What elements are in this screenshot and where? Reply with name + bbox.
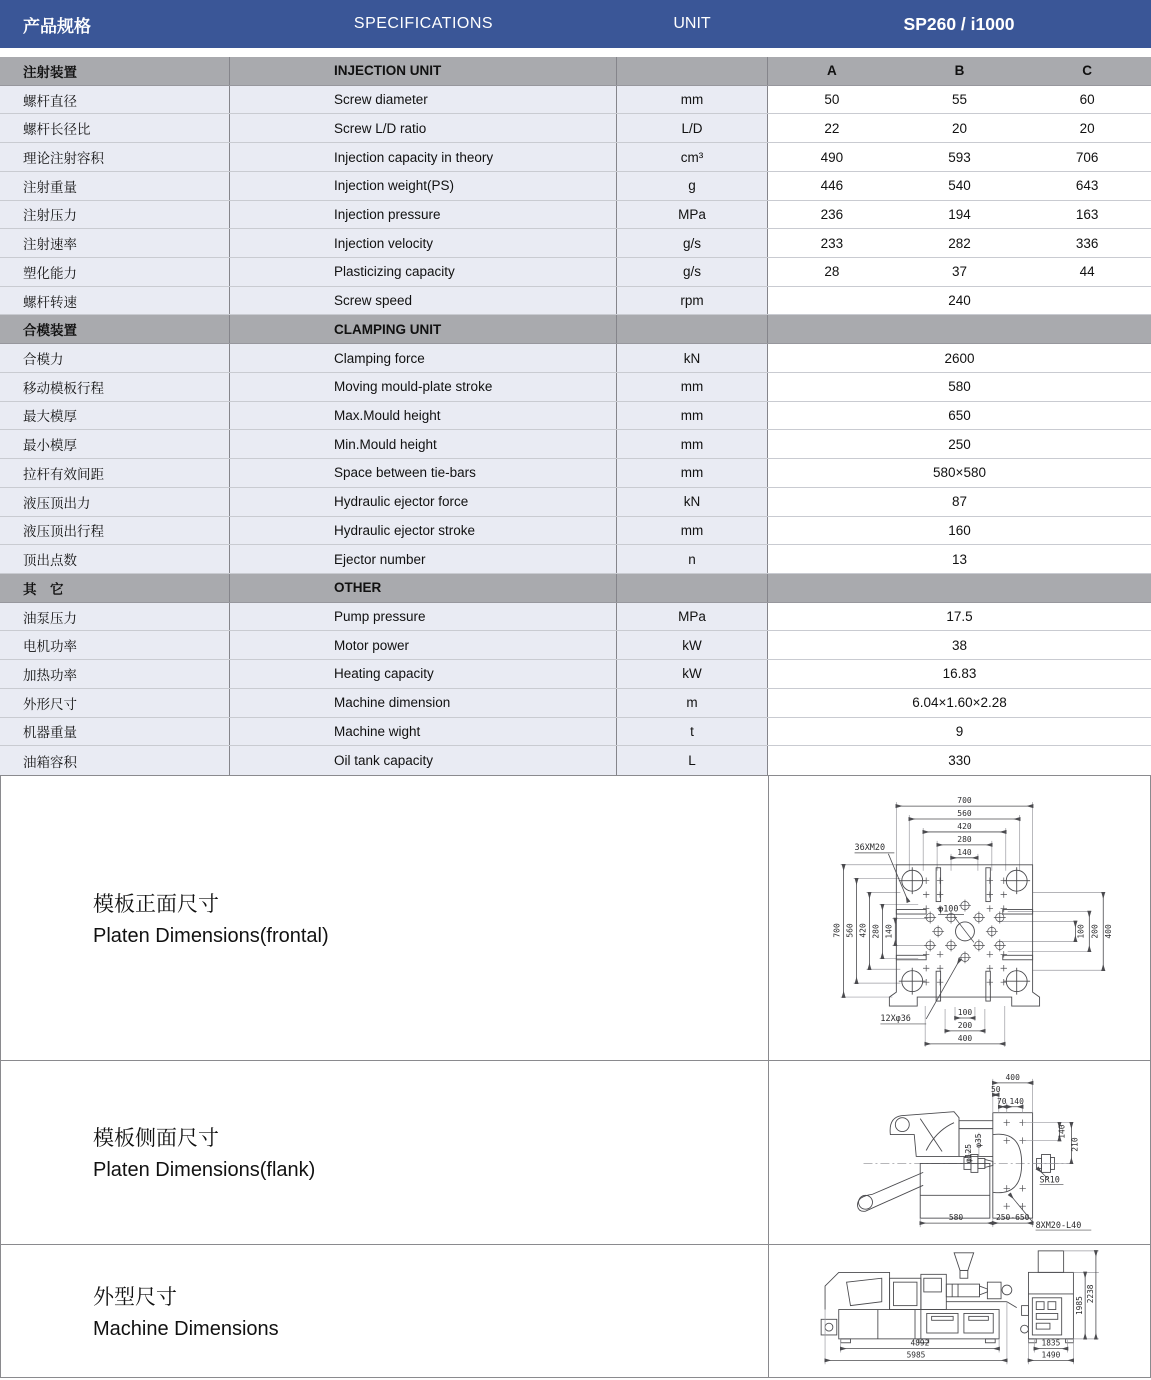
label-cn: 注射速率 bbox=[0, 229, 230, 257]
unit: n bbox=[617, 545, 768, 573]
section-name-en: CLAMPING UNIT bbox=[230, 315, 617, 343]
label-cn: 螺杆直径 bbox=[0, 86, 230, 114]
unit: mm bbox=[617, 373, 768, 401]
value-a: 236 bbox=[820, 206, 844, 222]
svg-text:100: 100 bbox=[957, 1007, 973, 1017]
value-a: 50 bbox=[824, 92, 840, 108]
svg-text:280: 280 bbox=[957, 834, 972, 844]
label-cn: 液压顶出力 bbox=[0, 488, 230, 516]
unit: g/s bbox=[617, 258, 768, 286]
label-en: Screw L/D ratio bbox=[230, 114, 617, 142]
panel-title-cn: 模板正面尺寸 bbox=[93, 892, 219, 916]
svg-text:140: 140 bbox=[1009, 1096, 1024, 1106]
row-machine-weight bbox=[0, 718, 1151, 747]
row-plasticizing-capacity bbox=[0, 258, 1151, 287]
label-cn: 电机功率 bbox=[0, 631, 230, 659]
label-en: Clamping force bbox=[230, 344, 617, 372]
machine-end-view bbox=[1021, 1251, 1074, 1343]
label-en: Injection pressure bbox=[230, 201, 617, 229]
abc-header bbox=[768, 57, 1151, 85]
value: 330 bbox=[948, 753, 971, 769]
unit: mm bbox=[617, 86, 768, 114]
row-heating-capacity bbox=[0, 660, 1151, 689]
svg-text:560: 560 bbox=[845, 923, 855, 938]
unit: rpm bbox=[617, 287, 768, 315]
label-cn: 机器重量 bbox=[0, 718, 230, 746]
bolt-spec-label: 36XM20 bbox=[854, 841, 886, 852]
nozzle-hole-label: φ35 bbox=[973, 1133, 983, 1148]
svg-text:280: 280 bbox=[871, 924, 881, 939]
col-b: B bbox=[954, 63, 965, 79]
value-b: 593 bbox=[948, 149, 971, 165]
label-cn: 油箱容积 bbox=[0, 746, 230, 775]
svg-text:420: 420 bbox=[957, 821, 972, 831]
platen-flank-drawing bbox=[769, 1061, 1150, 1244]
label-en: Injection velocity bbox=[230, 229, 617, 257]
machine-svg bbox=[769, 1245, 1150, 1377]
label-en: Oil tank capacity bbox=[230, 746, 617, 775]
col-c: C bbox=[1082, 63, 1093, 79]
label-cn: 最大模厚 bbox=[0, 402, 230, 430]
col-a: A bbox=[826, 63, 837, 79]
label-en: Space between tie-bars bbox=[230, 459, 617, 487]
panel-platen-frontal bbox=[0, 776, 1151, 1061]
value: 240 bbox=[948, 293, 971, 309]
label-cn: 注射重量 bbox=[0, 172, 230, 200]
machine-drawing bbox=[769, 1245, 1150, 1377]
svg-text:400: 400 bbox=[957, 1033, 973, 1043]
section-unit-cell bbox=[617, 315, 768, 343]
label-cn: 塑化能力 bbox=[0, 258, 230, 286]
bolt-hole-pattern bbox=[923, 877, 1007, 985]
svg-text:700: 700 bbox=[957, 796, 972, 806]
value-c: 44 bbox=[1079, 264, 1095, 280]
row-injection-weight bbox=[0, 172, 1151, 201]
platen-holes bbox=[1004, 1119, 1026, 1209]
row-space-between-tie-bars bbox=[0, 459, 1151, 488]
value-a: 233 bbox=[820, 235, 844, 251]
row-machine-dimension bbox=[0, 689, 1151, 718]
label-en: Moving mould-plate stroke bbox=[230, 373, 617, 401]
label-en: Heating capacity bbox=[230, 660, 617, 688]
unit: MPa bbox=[617, 201, 768, 229]
row-screw-speed bbox=[0, 287, 1151, 316]
svg-text:560: 560 bbox=[957, 809, 972, 819]
svg-text:420: 420 bbox=[858, 923, 868, 938]
svg-text:140: 140 bbox=[957, 847, 972, 857]
svg-text:210: 210 bbox=[1070, 1137, 1080, 1152]
dimension-labels bbox=[833, 796, 1114, 1043]
value-c: 20 bbox=[1079, 120, 1095, 136]
svg-text:140: 140 bbox=[1057, 1124, 1067, 1139]
header-model: SP260 / i1000 bbox=[903, 13, 1015, 34]
label-cn: 油泵压力 bbox=[0, 603, 230, 631]
label-cn: 注射压力 bbox=[0, 201, 230, 229]
unit: kW bbox=[617, 660, 768, 688]
value-b: 55 bbox=[951, 92, 967, 108]
platen-block bbox=[993, 1113, 1033, 1218]
header-title-en: SPECIFICATIONS bbox=[353, 15, 494, 32]
value: 17.5 bbox=[946, 609, 973, 625]
unit: mm bbox=[617, 517, 768, 545]
section-unit-cell bbox=[617, 574, 768, 602]
value: 580 bbox=[948, 379, 971, 395]
unit: cm³ bbox=[617, 143, 768, 171]
label-cn: 顶出点数 bbox=[0, 545, 230, 573]
nozzle-radius-label: SR10 bbox=[1039, 1174, 1060, 1185]
drawing-panels bbox=[0, 775, 1151, 1378]
spec-table bbox=[0, 57, 1151, 775]
value: 38 bbox=[951, 637, 968, 653]
value: 16.83 bbox=[942, 666, 977, 682]
unit: t bbox=[617, 718, 768, 746]
row-min-mould-height bbox=[0, 430, 1151, 459]
row-hydraulic-ejector-force bbox=[0, 488, 1151, 517]
value: 6.04×1.60×2.28 bbox=[912, 695, 1007, 711]
section-header-injection bbox=[0, 57, 1151, 86]
section-name-en: INJECTION UNIT bbox=[230, 57, 617, 85]
center-hole-label: φ100 bbox=[938, 903, 959, 914]
value: 250 bbox=[948, 436, 971, 452]
row-injection-pressure bbox=[0, 201, 1151, 230]
unit: m bbox=[617, 689, 768, 717]
platen-frontal-drawing bbox=[769, 776, 1150, 1060]
label-en: Ejector number bbox=[230, 545, 617, 573]
platen-outline bbox=[889, 865, 1039, 1006]
row-injection-capacity bbox=[0, 143, 1151, 172]
svg-text:1985: 1985 bbox=[1075, 1296, 1085, 1316]
section-name-en: OTHER bbox=[230, 574, 617, 602]
value: 650 bbox=[948, 407, 971, 423]
unit: kW bbox=[617, 631, 768, 659]
value-c: 643 bbox=[1075, 178, 1099, 194]
label-en: Screw diameter bbox=[230, 86, 617, 114]
frame-profile bbox=[857, 1112, 992, 1218]
label-cn: 理论注射容积 bbox=[0, 143, 230, 171]
value-a: 22 bbox=[824, 120, 840, 136]
panel-title-en: Platen Dimensions(frontal) bbox=[93, 924, 329, 947]
label-en: Plasticizing capacity bbox=[230, 258, 617, 286]
row-max-mould-height bbox=[0, 402, 1151, 431]
value-b: 540 bbox=[948, 178, 971, 194]
value-c: 60 bbox=[1079, 92, 1095, 108]
unit: L bbox=[617, 746, 768, 775]
svg-text:4892: 4892 bbox=[910, 1338, 930, 1348]
header-unit-label: UNIT bbox=[673, 15, 711, 32]
label-en: Machine dimension bbox=[230, 689, 617, 717]
value: 13 bbox=[951, 551, 968, 567]
panel-title-cn: 模板侧面尺寸 bbox=[93, 1127, 219, 1151]
unit: mm bbox=[617, 402, 768, 430]
value-c: 163 bbox=[1075, 206, 1099, 222]
row-hydraulic-ejector-stroke bbox=[0, 517, 1151, 546]
section-name-cn: 其 它 bbox=[0, 574, 230, 602]
dimension-lines bbox=[920, 1083, 1071, 1223]
label-en: Machine wight bbox=[230, 718, 617, 746]
svg-text:200: 200 bbox=[1090, 924, 1100, 939]
label-en: Hydraulic ejector force bbox=[230, 488, 617, 516]
section-name-cn: 合模装置 bbox=[0, 315, 230, 343]
row-pump-pressure bbox=[0, 603, 1151, 632]
label-en: Max.Mould height bbox=[230, 402, 617, 430]
label-en: Motor power bbox=[230, 631, 617, 659]
unit: L/D bbox=[617, 114, 768, 142]
value-b: 194 bbox=[948, 206, 971, 222]
panel-title-en: Machine Dimensions bbox=[93, 1317, 279, 1340]
svg-text:1490: 1490 bbox=[1041, 1350, 1061, 1360]
unit: g bbox=[617, 172, 768, 200]
panel-machine-dimensions bbox=[0, 1245, 1151, 1378]
label-cn: 螺杆转速 bbox=[0, 287, 230, 315]
row-motor-power bbox=[0, 631, 1151, 660]
value-a: 28 bbox=[824, 264, 840, 280]
value: 87 bbox=[951, 494, 968, 510]
value-b: 20 bbox=[951, 120, 967, 136]
label-en: Screw speed bbox=[230, 287, 617, 315]
value: 2600 bbox=[944, 350, 975, 366]
platen-flank-svg bbox=[769, 1061, 1150, 1244]
platen-frontal-svg bbox=[769, 776, 1150, 1060]
unit: mm bbox=[617, 430, 768, 458]
label-cn: 拉杆有效间距 bbox=[0, 459, 230, 487]
row-oil-tank-capacity bbox=[0, 746, 1151, 775]
value-b: 282 bbox=[948, 235, 971, 251]
label-en: Min.Mould height bbox=[230, 430, 617, 458]
svg-text:580: 580 bbox=[948, 1213, 964, 1223]
unit: kN bbox=[617, 488, 768, 516]
label-cn: 螺杆长径比 bbox=[0, 114, 230, 142]
value-a: 490 bbox=[820, 149, 844, 165]
machine-side-view bbox=[821, 1253, 1017, 1343]
row-screw-ld-ratio bbox=[0, 114, 1151, 143]
label-en: Pump pressure bbox=[230, 603, 617, 631]
label-en: Injection weight(PS) bbox=[230, 172, 617, 200]
label-cn: 合模力 bbox=[0, 344, 230, 372]
label-en: Injection capacity in theory bbox=[230, 143, 617, 171]
svg-text:400: 400 bbox=[1104, 924, 1114, 939]
unit: mm bbox=[617, 459, 768, 487]
svg-text:50: 50 bbox=[991, 1084, 1001, 1094]
label-cn: 最小模厚 bbox=[0, 430, 230, 458]
unit: MPa bbox=[617, 603, 768, 631]
section-unit-cell bbox=[617, 57, 768, 85]
label-cn: 液压顶出行程 bbox=[0, 517, 230, 545]
svg-text:100: 100 bbox=[1076, 924, 1086, 939]
tie-bar-hole-label: 12Xφ36 bbox=[880, 1012, 911, 1023]
value-c: 336 bbox=[1075, 235, 1099, 251]
row-ejector-number bbox=[0, 545, 1151, 574]
svg-text:5985: 5985 bbox=[906, 1350, 926, 1360]
row-injection-velocity bbox=[0, 229, 1151, 258]
value-c: 706 bbox=[1075, 149, 1099, 165]
label-en: Hydraulic ejector stroke bbox=[230, 517, 617, 545]
svg-text:140: 140 bbox=[884, 924, 894, 939]
label-cn: 外形尺寸 bbox=[0, 689, 230, 717]
row-moving-mould-plate-stroke bbox=[0, 373, 1151, 402]
svg-text:250-650: 250-650 bbox=[995, 1213, 1030, 1223]
panel-title-en: Platen Dimensions(flank) bbox=[93, 1159, 316, 1182]
section-header-clamping bbox=[0, 315, 1151, 344]
panel-platen-flank bbox=[0, 1061, 1151, 1245]
label-cn: 移动模板行程 bbox=[0, 373, 230, 401]
row-clamping-force bbox=[0, 344, 1151, 373]
section-name-cn: 注射装置 bbox=[0, 57, 230, 85]
value-b: 37 bbox=[951, 264, 967, 280]
bolt-spec-label: 8XM20-L40 bbox=[1035, 1220, 1082, 1231]
svg-text:400: 400 bbox=[1005, 1072, 1020, 1082]
value-a: 446 bbox=[820, 178, 844, 194]
svg-text:200: 200 bbox=[957, 1020, 973, 1030]
svg-text:700: 700 bbox=[832, 923, 842, 938]
label-cn: 加热功率 bbox=[0, 660, 230, 688]
locating-ring-label: φ125 bbox=[963, 1143, 973, 1164]
value: 160 bbox=[948, 522, 971, 538]
header-bar bbox=[0, 0, 1151, 48]
svg-text:1835: 1835 bbox=[1041, 1338, 1061, 1348]
unit: kN bbox=[617, 344, 768, 372]
header-title-cn: 产品规格 bbox=[23, 16, 91, 36]
unit: g/s bbox=[617, 229, 768, 257]
section-header-other bbox=[0, 574, 1151, 603]
row-screw-diameter bbox=[0, 86, 1151, 115]
svg-text:2238: 2238 bbox=[1085, 1284, 1095, 1304]
value: 580×580 bbox=[933, 465, 986, 481]
value: 9 bbox=[955, 723, 964, 739]
panel-title-cn: 外型尺寸 bbox=[93, 1285, 177, 1309]
svg-text:70: 70 bbox=[996, 1096, 1007, 1106]
